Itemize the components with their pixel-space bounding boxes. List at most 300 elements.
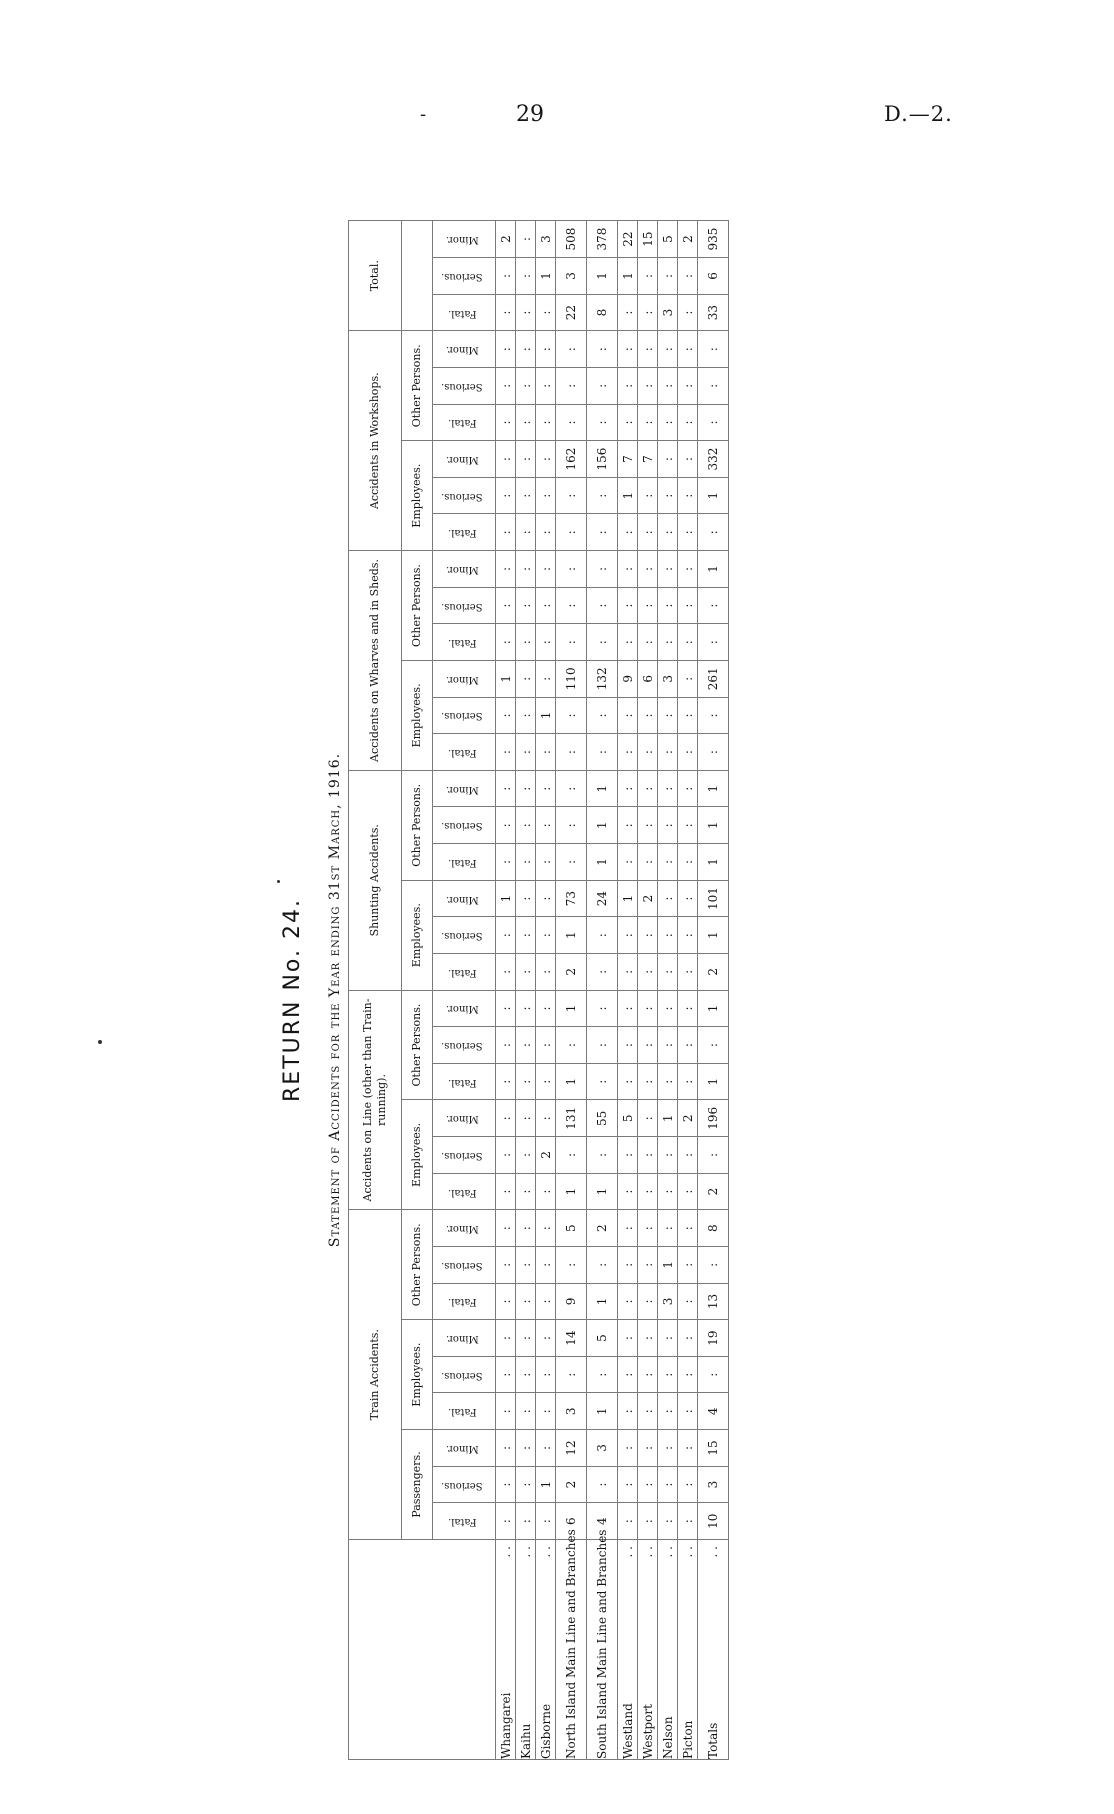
accidents-table [348,220,729,1760]
table-cell: 3 [587,1430,618,1467]
table-cell: : [536,917,556,954]
table-cell: 19 [698,1320,729,1357]
table-cell: : [556,331,587,368]
table-cell: : [638,954,658,991]
table-cell: 10 [698,1503,729,1540]
table-cell: 1 [658,1247,678,1284]
table-cell: 3 [698,1466,729,1503]
table-cell: : [536,807,556,844]
table-cell: 15 [638,221,658,258]
table-cell: 508 [556,221,587,258]
table-cell: 2 [536,1137,556,1174]
table-cell: : [516,368,536,405]
table-cell: 4 [587,1503,618,1540]
column-header: Minor. [433,551,496,588]
table-cell: : [618,404,638,441]
table-cell: : [516,1320,536,1357]
table-cell: 33 [698,294,729,331]
table-cell: 2 [556,954,587,991]
table-cell: 5 [587,1320,618,1357]
table-cell: 1 [618,880,638,917]
table-cell: : [638,1356,658,1393]
column-header: Fatal. [433,1393,496,1430]
table-cell: : [516,477,536,514]
table-cell: : [516,514,536,551]
table-cell: : [496,331,516,368]
table-cell: : [638,1430,658,1467]
group-header: Train Accidents. [349,1210,402,1540]
table-cell: : [536,624,556,661]
table-cell: : [638,1173,658,1210]
table-cell: : [587,917,618,954]
table-cell: : [516,807,536,844]
district-name: Westland . . [618,1540,638,1760]
table-cell: : [638,368,658,405]
column-header: Fatal. [433,294,496,331]
table-cell: : [516,990,536,1027]
table-cell: : [496,551,516,588]
table-cell: : [638,258,658,295]
column-header: Minor. [433,331,496,368]
table-cell: : [536,294,556,331]
table-cell: : [516,1430,536,1467]
table-cell: : [678,1320,698,1357]
table-cell: : [496,1430,516,1467]
table-cell: : [516,880,536,917]
table-cell: : [658,770,678,807]
table-cell: : [516,551,536,588]
table-cell: : [658,1063,678,1100]
subgroup-header: Employees. [402,880,433,990]
table-cell: : [618,1210,638,1247]
table-cell: : [638,917,658,954]
table-cell: : [658,1027,678,1064]
table-cell: : [638,1283,658,1320]
table-cell: : [678,1247,698,1284]
table-cell: : [618,1027,638,1064]
table-cell: : [587,990,618,1027]
column-header: Minor. [433,770,496,807]
table-cell: : [658,1137,678,1174]
table-cell: : [638,990,658,1027]
table-cell: : [536,770,556,807]
subgroup-header: Other Persons. [402,770,433,880]
table-cell: : [587,1027,618,1064]
table-cell: : [618,331,638,368]
table-row [536,221,556,1760]
table-cell: 4 [698,1393,729,1430]
table-cell: 1 [587,770,618,807]
table-cell: : [678,734,698,771]
table-cell: : [678,1173,698,1210]
column-header: Fatal. [433,1503,496,1540]
table-cell: : [678,1503,698,1540]
table-cell: : [587,477,618,514]
table-cell: 1 [618,477,638,514]
table-cell: 1 [556,1173,587,1210]
table-cell: : [556,1027,587,1064]
table-cell: 1 [587,807,618,844]
table-cell: : [496,1027,516,1064]
table-cell: : [638,844,658,881]
district-name: South Island Main Line and Branches [587,1540,618,1760]
table-cell: : [496,1063,516,1100]
table-cell: : [638,404,658,441]
table-cell: : [638,624,658,661]
table-cell: 3 [556,258,587,295]
table-cell: : [516,917,536,954]
table-cell: 2 [678,1100,698,1137]
table-cell: : [678,807,698,844]
table-cell: : [516,221,536,258]
table-cell: : [556,551,587,588]
table-cell: : [658,807,678,844]
table-cell: : [496,1320,516,1357]
table-cell: : [496,990,516,1027]
table-cell: 1 [587,1283,618,1320]
table-cell: 101 [698,880,729,917]
table-cell: : [658,844,678,881]
table-cell: : [678,477,698,514]
table-cell: : [618,587,638,624]
table-cell: : [496,368,516,405]
table-cell: : [698,624,729,661]
table-cell: : [678,404,698,441]
table-cell: 6 [698,258,729,295]
table-cell: : [496,1247,516,1284]
table-cell: : [556,368,587,405]
table-cell: : [556,697,587,734]
table-cell: : [678,1027,698,1064]
table-cell: : [618,1283,638,1320]
table-cell: : [678,917,698,954]
table-cell: : [678,294,698,331]
table-cell: : [516,441,536,478]
table-cell: : [516,1100,536,1137]
table-cell: : [678,1430,698,1467]
table-cell: : [658,734,678,771]
subgroup-header: Other Persons. [402,331,433,441]
table-cell: : [587,1247,618,1284]
table-cell: : [556,404,587,441]
table-cell: : [698,1247,729,1284]
table-cell: : [678,844,698,881]
column-header: Serious. [433,368,496,405]
table-cell: : [516,1247,536,1284]
group-header: Accidents on Line (other than Train-running). [349,990,402,1210]
table-cell: 15 [698,1430,729,1467]
table-cell: : [536,954,556,991]
table-cell: : [496,1173,516,1210]
table-cell: : [638,1027,658,1064]
table-row [658,221,678,1760]
district-name: Totals . . [698,1540,729,1760]
table-cell: : [658,1503,678,1540]
district-name: North Island Main Line and Branches [556,1540,587,1760]
table-cell: : [618,807,638,844]
column-header: Minor. [433,880,496,917]
table-cell: : [618,917,638,954]
table-cell: : [678,258,698,295]
district-name: Westport . . [638,1540,658,1760]
column-header: Serious. [433,258,496,295]
table-cell: : [618,697,638,734]
table-cell: 2 [587,1210,618,1247]
page-number: 29 [516,102,544,127]
table-cell: : [618,1063,638,1100]
table-cell: : [536,1100,556,1137]
column-header: Serious. [433,1466,496,1503]
table-cell: : [678,1137,698,1174]
table-cell: 1 [698,477,729,514]
table-cell: : [556,624,587,661]
table-cell: 1 [698,770,729,807]
table-cell: : [678,880,698,917]
table-cell: 2 [556,1466,587,1503]
table-cell: : [698,697,729,734]
table-cell: : [658,624,678,661]
document-code: D.—2. [884,102,953,126]
table-cell: 2 [638,880,658,917]
table-cell: : [658,404,678,441]
table-cell: 1 [698,807,729,844]
table-cell: 12 [556,1430,587,1467]
table-row [678,221,698,1760]
table-cell: : [618,294,638,331]
column-header: Serious. [433,1027,496,1064]
table-cell: : [556,844,587,881]
table-cell: : [516,294,536,331]
subgroup-header [402,221,433,331]
table-cell: : [618,1503,638,1540]
table-cell: : [536,661,556,698]
table-cell: 55 [587,1100,618,1137]
column-header: Fatal. [433,734,496,771]
header-dash: - [420,104,427,125]
table-cell: : [496,1393,516,1430]
table-cell: : [698,514,729,551]
table-cell: : [587,697,618,734]
column-header: Fatal. [433,1063,496,1100]
group-header-row [349,221,402,1760]
table-cell: : [496,1283,516,1320]
table-cell: : [536,514,556,551]
table-cell: : [516,1210,536,1247]
table-cell: : [496,258,516,295]
table-cell: : [658,514,678,551]
table-cell: : [638,1503,658,1540]
table-cell: : [587,514,618,551]
table-cell: : [496,1503,516,1540]
table-cell: : [516,1503,536,1540]
table-cell: 14 [556,1320,587,1357]
table-cell: : [556,587,587,624]
table-cell: : [536,880,556,917]
table-cell: : [496,954,516,991]
table-cell: : [698,1356,729,1393]
subgroup-header: Employees. [402,441,433,551]
table-cell: : [638,477,658,514]
table-cell: : [638,770,658,807]
table-cell: : [638,1210,658,1247]
district-name: Gisborne . . [536,1540,556,1760]
table-cell: : [678,661,698,698]
table-cell: : [678,990,698,1027]
table-cell: : [516,954,536,991]
table-cell: : [618,368,638,405]
table-cell: : [658,1173,678,1210]
table-cell: : [496,1356,516,1393]
table-cell: 1 [698,844,729,881]
table-cell: : [536,844,556,881]
table-cell: 1 [496,661,516,698]
table-cell: : [496,697,516,734]
table-cell: : [496,294,516,331]
table-cell: : [638,294,658,331]
column-header: Fatal. [433,624,496,661]
table-cell: : [638,1247,658,1284]
table-cell: : [536,441,556,478]
table-cell: 3 [536,221,556,258]
column-header: Fatal. [433,954,496,991]
table-cell: 1 [536,697,556,734]
table-cell: : [618,844,638,881]
table-cell: : [698,331,729,368]
table-cell: : [658,697,678,734]
table-row [638,221,658,1760]
table-cell: 1 [556,917,587,954]
table-cell: 9 [618,661,638,698]
district-header [349,1540,496,1760]
table-cell: : [556,807,587,844]
table-cell: : [536,587,556,624]
column-header: Minor. [433,1430,496,1467]
table-cell: : [556,770,587,807]
table-cell: : [556,1137,587,1174]
table-cell: : [678,368,698,405]
table-cell: : [536,990,556,1027]
table-cell: 1 [658,1100,678,1137]
column-header-row [433,221,496,1760]
table-cell: : [658,441,678,478]
table-cell: : [536,1173,556,1210]
column-header: Fatal. [433,404,496,441]
table-cell: : [516,1283,536,1320]
rotated-table-frame [160,220,720,1780]
table-cell: : [618,954,638,991]
column-header: Fatal. [433,514,496,551]
table-cell: : [587,624,618,661]
group-header: Accidents on Wharves and in Sheds. [349,551,402,771]
table-cell: 8 [698,1210,729,1247]
table-cell: : [618,1320,638,1357]
table-cell: : [618,1430,638,1467]
table-cell: 332 [698,441,729,478]
table-cell: 7 [618,441,638,478]
column-header: Serious. [433,807,496,844]
table-cell: : [496,404,516,441]
table-cell: 110 [556,661,587,698]
table-cell: 6 [556,1503,587,1540]
group-header: Shunting Accidents. [349,770,402,990]
column-header: Serious. [433,917,496,954]
table-cell: : [556,734,587,771]
table-cell: : [516,1466,536,1503]
table-cell: : [496,734,516,771]
table-cell: 2 [496,221,516,258]
group-header: Total. [349,221,402,331]
district-name: Kaihu . . [516,1540,536,1760]
table-cell: : [536,368,556,405]
table-cell: : [516,770,536,807]
table-cell: : [516,844,536,881]
table-cell: 196 [698,1100,729,1137]
table-cell: : [516,1393,536,1430]
totals-row [698,221,729,1760]
table-cell: : [516,1137,536,1174]
table-cell: : [678,1466,698,1503]
table-cell: : [516,1356,536,1393]
table-cell: : [496,807,516,844]
table-cell: : [536,331,556,368]
table-cell: : [496,917,516,954]
table-cell: : [556,514,587,551]
subgroup-header: Employees. [402,1320,433,1430]
table-cell: 5 [556,1210,587,1247]
table-cell: : [638,514,658,551]
district-name: Nelson . . [658,1540,678,1760]
table-cell: : [678,551,698,588]
subgroup-header: Passengers. [402,1430,433,1540]
table-cell: 3 [556,1393,587,1430]
table-cell: : [658,368,678,405]
table-cell: : [638,697,658,734]
table-cell: : [496,477,516,514]
table-cell: 378 [587,221,618,258]
table-cell: : [536,1503,556,1540]
column-header: Minor. [433,990,496,1027]
table-cell: : [678,1393,698,1430]
table-cell: 22 [556,294,587,331]
table-cell: : [678,514,698,551]
table-cell: : [658,1356,678,1393]
table-cell: : [658,990,678,1027]
table-cell: 1 [587,1393,618,1430]
table-cell: : [536,404,556,441]
table-cell: 156 [587,441,618,478]
table-cell: : [587,587,618,624]
column-header: Minor. [433,221,496,258]
table-cell: : [618,990,638,1027]
table-body [496,221,729,1760]
table-cell: : [638,331,658,368]
table-cell: : [698,587,729,624]
table-row [496,221,516,1760]
table-cell: : [618,1356,638,1393]
table-cell: 1 [556,1063,587,1100]
column-header: Serious. [433,697,496,734]
table-cell: : [638,1320,658,1357]
table-cell: : [536,1027,556,1064]
table-cell: : [618,624,638,661]
table-cell: : [658,1210,678,1247]
table-cell: : [618,551,638,588]
table-cell: : [618,1137,638,1174]
table-cell: 131 [556,1100,587,1137]
table-cell: 1 [536,258,556,295]
table-cell: : [556,477,587,514]
district-name: Picton . . [678,1540,698,1760]
